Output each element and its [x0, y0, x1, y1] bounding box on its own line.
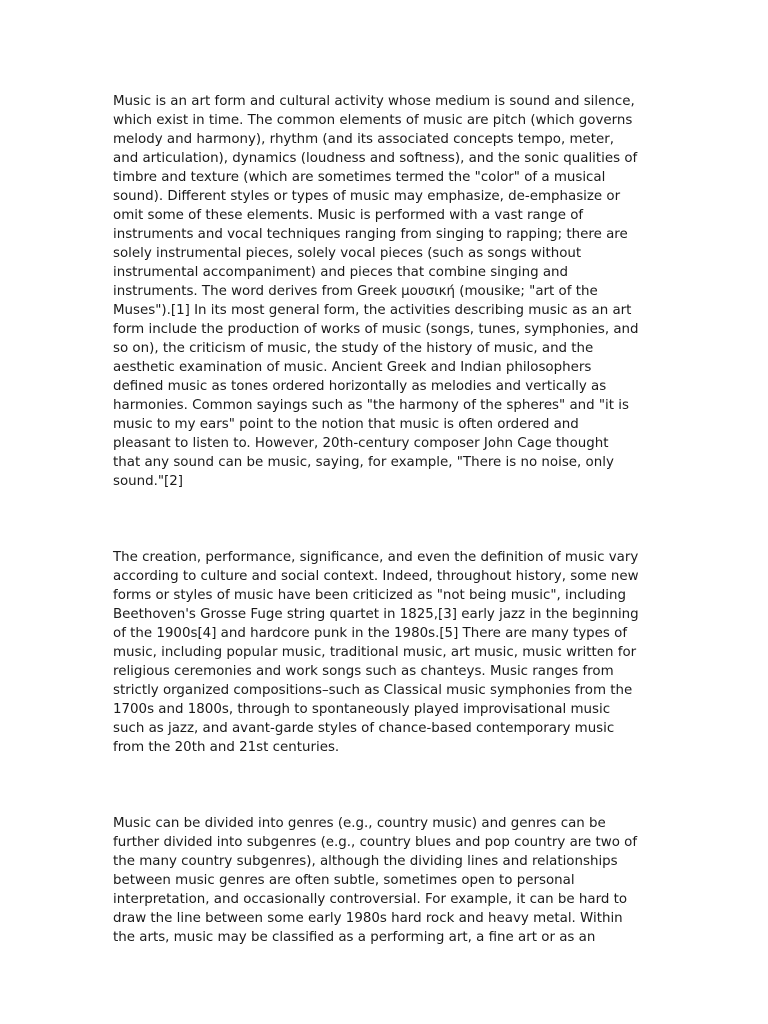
paragraph-3-line: the many country subgenres), although the dividing lines and relationships: [113, 854, 618, 869]
paragraph-2-line: forms or styles of music have been criticized as "not being music", including: [113, 588, 626, 603]
paragraph-3-line: between music genres are often subtle, sometimes open to personal: [113, 873, 575, 888]
paragraph-3-line: Music can be divided into genres (e.g., country music) and genres can be: [113, 816, 606, 831]
paragraph-3-line: draw the line between some early 1980s hard rock and heavy metal. Within: [113, 911, 623, 926]
paragraph-1: [113, 92, 658, 491]
paragraph-3-line: interpretation, and occasionally controversial. For example, it can be hard to: [113, 892, 628, 907]
paragraph-1-line: omit some of these elements. Music is performed with a vast range of: [113, 208, 584, 223]
paragraph-2-line: music, including popular music, traditional music, art music, music written for: [113, 645, 637, 660]
paragraph-2-line: The creation, performance, significance, and even the definition of music vary: [113, 550, 639, 565]
paragraph-2-line: from the 20th and 21st centuries.: [113, 740, 340, 755]
document-body: [113, 92, 658, 947]
paragraph-1-line: and articulation), dynamics (loudness and softness), and the sonic qualities of: [113, 151, 638, 166]
paragraph-1-line: so on), the criticism of music, the study of the history of music, and the: [113, 341, 594, 356]
paragraph-2-line: such as jazz, and avant-garde styles of chance-based contemporary music: [113, 721, 615, 736]
paragraph-1-line: timbre and texture (which are sometimes termed the "color" of a musical: [113, 170, 606, 185]
paragraph-1-line: Muses").[1] In its most general form, the activities describing music as an art: [113, 303, 632, 318]
paragraph-1-line: aesthetic examination of music. Ancient Greek and Indian philosophers: [113, 360, 592, 375]
paragraph-2-line: religious ceremonies and work songs such as chanteys. Music ranges from: [113, 664, 614, 679]
paragraph-1-line: sound). Different styles or types of music may emphasize, de-emphasize or: [113, 189, 621, 204]
paragraph-2-line: according to culture and social context. Indeed, throughout history, some new: [113, 569, 639, 584]
paragraph-1-line: that any sound can be music, saying, for example, "There is no noise, only: [113, 455, 614, 470]
paragraph-3-line: further divided into subgenres (e.g., country blues and pop country are two of: [113, 835, 638, 850]
paragraph-2: [113, 548, 658, 757]
paragraph-1-line: instruments. The word derives from Greek μουσική (mousike; "art of the: [113, 284, 598, 299]
paragraph-3: [113, 814, 658, 947]
paragraph-1-line: sound."[2]: [113, 474, 184, 489]
paragraph-1-line: which exist in time. The common elements of music are pitch (which governs: [113, 113, 633, 128]
paragraph-1-line: instruments and vocal techniques ranging from singing to rapping; there are: [113, 227, 628, 242]
paragraph-2-line: Beethoven's Grosse Fuge string quartet in 1825,[3] early jazz in the beginning: [113, 607, 639, 622]
paragraph-1-line: defined music as tones ordered horizontally as melodies and vertically as: [113, 379, 607, 394]
paragraph-2-line: strictly organized compositions–such as Classical music symphonies from the: [113, 683, 633, 698]
paragraph-1-line: harmonies. Common sayings such as "the harmony of the spheres" and "it is: [113, 398, 629, 413]
paragraph-1-line: instrumental accompaniment) and pieces that combine singing and: [113, 265, 569, 280]
paragraph-1-line: music to my ears" point to the notion that music is often ordered and: [113, 417, 579, 432]
paragraph-3-line: the arts, music may be classified as a performing art, a fine art or as an: [113, 930, 596, 945]
paragraph-1-line: pleasant to listen to. However, 20th-century composer John Cage thought: [113, 436, 609, 451]
paragraph-1-line: solely instrumental pieces, solely vocal pieces (such as songs without: [113, 246, 582, 261]
paragraph-1-line: melody and harmony), rhythm (and its associated concepts tempo, meter,: [113, 132, 615, 147]
paragraph-2-line: 1700s and 1800s, through to spontaneously played improvisational music: [113, 702, 611, 717]
paragraph-1-line: form include the production of works of music (songs, tunes, symphonies, and: [113, 322, 639, 337]
paragraph-1-line: Music is an art form and cultural activity whose medium is sound and silence,: [113, 94, 635, 109]
paragraph-2-line: of the 1900s[4] and hardcore punk in the 1980s.[5] There are many types of: [113, 626, 628, 641]
